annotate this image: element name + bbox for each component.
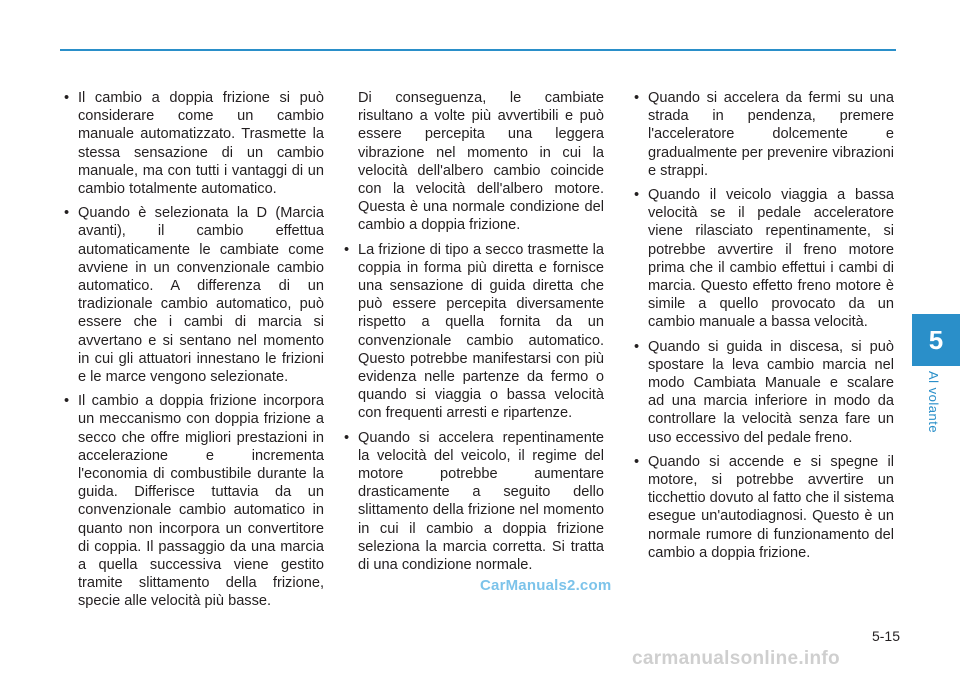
text-column-2 [342,89,604,580]
list-item: • La frizione di tipo a secco trasmette la coppia in forma più diretta e fornisce una sensazione di guida diretta che può essere percepita diversamente rispetto a quella fornita da un convenzionale cambio automatico. Questo potrebbe manifestarsi con più evidenza nelle partenze da fermo o quando si viaggia o bassa velocità con frequenti arresti e ripartenze. [342,241,604,423]
list-item: • Quando il veicolo viaggia a bassa velocità se il pedale acceleratore viene rilasciato repentinamente, si potrebbe avvertire il freno motore prima che il cambio effettui i cambi di marcia. Questo effetto freno motore è simile a quello provocato da un cambio manuale a bassa velocità. [632,186,894,332]
continuation-paragraph: Di conseguenza, le cambiate risultano a volte più avvertibili e può essere percepita una leggera vibrazione nel momento in cui la velocità dell'albero cambio coincide con la velocità dell'albero motore. Questa è una normale condizione del cambio a doppia frizione. [358,90,604,234]
list-item: • Quando si guida in discesa, si può spostare la leva cambio marcia nel modo Cambiata Manuale e scalare ad una marcia inferiore in modo da controllare la velocità senza fare un uso eccessivo del pedale freno. [632,338,894,447]
list-item: • Il cambio a doppia frizione si può considerare come un cambio manuale automatizzato. Trasmette la stessa sensazione di un cambio manuale, ma con tutti i vantaggi di un cambio totalmente automatico. [62,89,324,198]
list-item: • Quando si accende e si spegne il motore, si potrebbe avvertire un ticchettio dovuto al fatto che il sistema esegue un'autodiagnosi. Questo è un normale rumore di funzionamento del cambio a doppia frizione. [632,453,894,562]
list-item: • Quando è selezionata la D (Marcia avanti), il cambio effettua automaticamente le cambiate come avviene in un convenzionale cambio automatico. A differenza di un tradizionale cambio automatico, può essere che i cambi di marcia si avvertano e si sentano nel momento in cui gli attuatori innestano le frizioni e le marce vengono selezionate. [62,204,324,386]
list-item: • Quando si accelera da fermi su una strada in pendenza, premere l'acceleratore dolcemente e gradualmente per prevenire vibrazioni e strappi. [632,89,894,180]
chapter-tab: 5 [912,314,960,366]
watermark-secondary: carmanualsonline.info [632,648,840,669]
header-rule [60,49,896,51]
list-item: • Il cambio a doppia frizione incorpora un meccanismo con doppia frizione a secco che offre migliori prestazioni in accelerazione e incrementa l'economia di combustibile durante la guida. Differisce tuttavia da un convenzionale cambio automatico in quanto non incorpora un convertitore di coppia. Il passaggio da una marcia a quella successiva viene gestito tramite slittamento della frizione, specie alle velocità più basse. [62,392,324,610]
text-column-1 [62,89,324,617]
text-column-3 [632,89,894,568]
bullet-list [62,89,324,611]
page-number: 5-15 [871,628,900,644]
chapter-title: Al volante [926,370,941,434]
list-item: • Quando si accelera repentinamente la velocità del veicolo, il regime del motore potrebbe aumentare drasticamente a seguito dello slittamento della frizione nel momento in cui il cambio a doppia frizione seleziona la marcia corretta. Si tratta di una condizione normale. [342,429,604,575]
bullet-list [342,241,604,575]
bullet-list [632,89,894,562]
watermark-primary: CarManuals2.com [480,577,612,594]
